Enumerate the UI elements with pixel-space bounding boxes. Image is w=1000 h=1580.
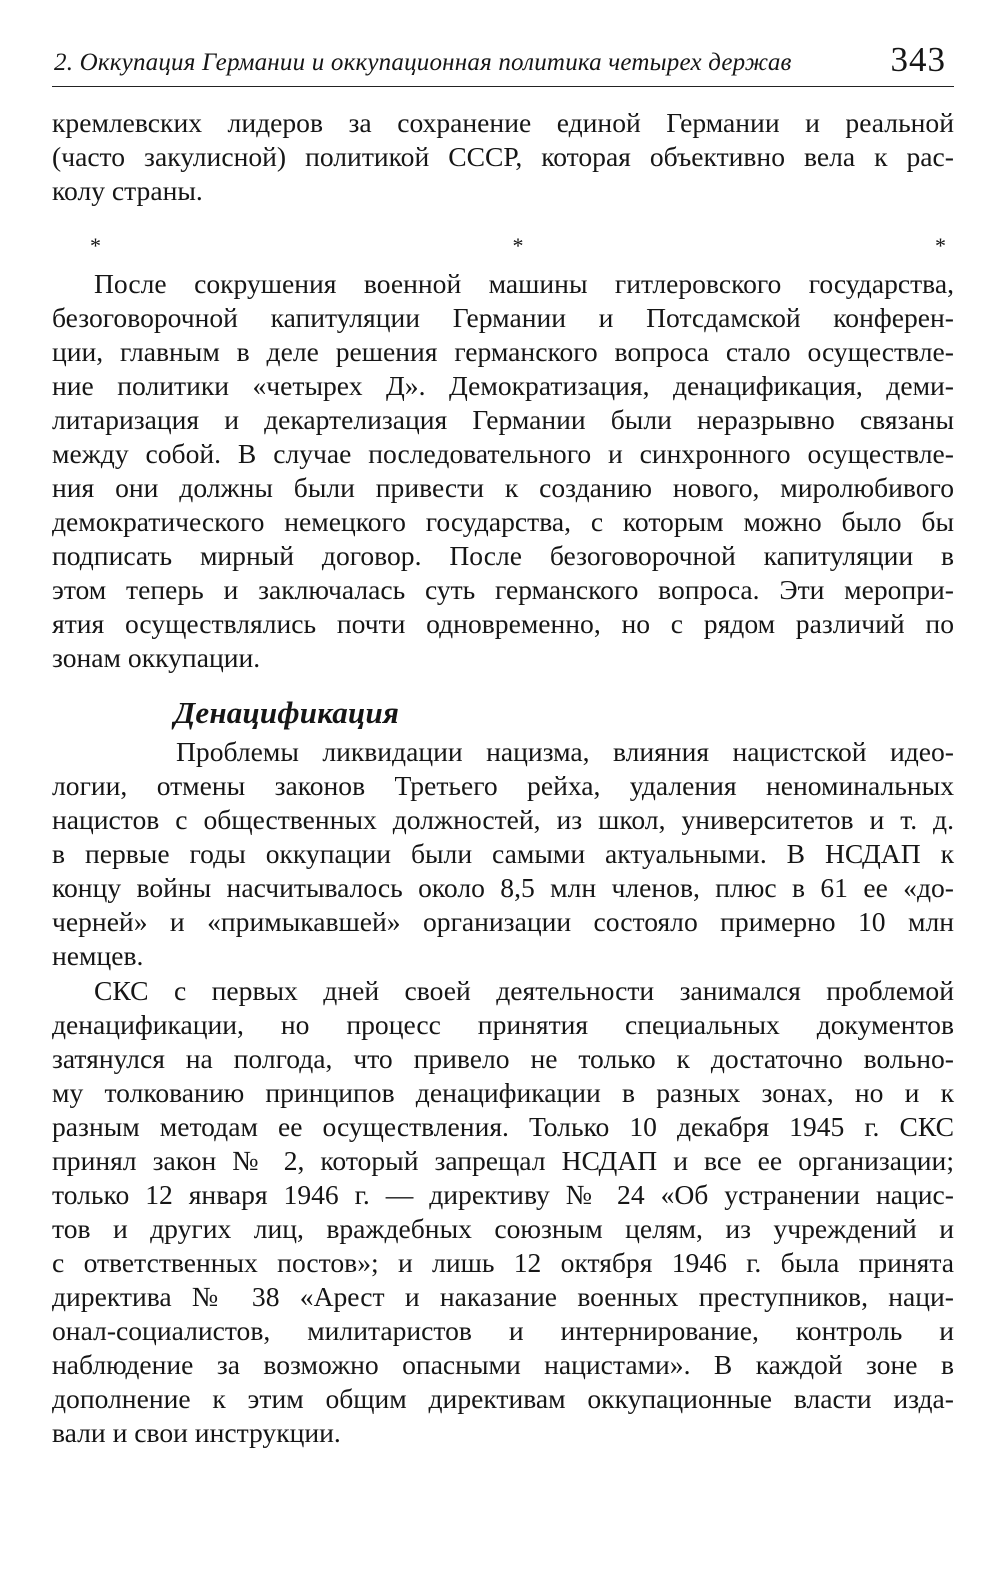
text-line: немцев. (52, 940, 144, 971)
text-line: демократического немецкого государства, с которым можно было бы (52, 506, 954, 537)
text-line: с ответственных постов»; и лишь 12 октября 1946 г. была принята (52, 1247, 954, 1278)
text-line: Проблемы ликвидации нацизма, влияния нацистской идео- (176, 736, 954, 767)
text-line: принял закон № 2, который запрещал НСДАП и все ее организации; (52, 1145, 954, 1176)
text-line: между собой. В случае последовательного и синхронного осуществле- (52, 438, 954, 469)
text-line: нацистов с общественных должностей, из школ, университетов и т. д. (52, 804, 954, 835)
text-line: дополнение к этим общим директивам оккупационные власти изда- (52, 1383, 954, 1414)
text-line: вали и свои инструкции. (52, 1417, 341, 1448)
text-line: онал-социалистов, милитаристов и интернирование, контроль и (52, 1315, 954, 1346)
text-line: разным методам ее осуществления. Только 10 декабря 1945 г. СКС (52, 1111, 954, 1142)
text-line: му толкованию принципов денацификации в разных зонах, но и к (52, 1077, 954, 1108)
text-line: ятия осуществлялись почти одновременно, но с рядом различий по (52, 608, 954, 639)
text-line: логии, отмены законов Третьего рейха, удаления неноминальных (52, 770, 954, 801)
text-line: подписать мирный договор. После безоговорочной капитуляции в (52, 540, 954, 571)
text-line: литаризация и декартелизация Германии были неразрывно связаны (52, 404, 954, 435)
text-line: СКС с первых дней своей деятельности занимался проблемой (94, 975, 954, 1006)
page-number: 343 (890, 40, 946, 79)
text-line: ния они должны были привести к созданию нового, миролюбивого (52, 472, 954, 503)
text-line: этом теперь и заключалась суть германского вопроса. Эти меропри- (52, 574, 954, 605)
text-line: только 12 января 1946 г. — директиву № 24 «Об устранении нацис- (52, 1179, 954, 1210)
text-line: в первые годы оккупации были самыми актуальными. В НСДАП к (52, 838, 954, 869)
text-line: После сокрушения военной машины гитлеровского государства, (94, 268, 954, 299)
paragraph-four-d (52, 267, 954, 675)
paragraph-sks-directives (52, 974, 954, 1450)
book-page (52, 34, 954, 1450)
text-line: черней» и «примыкавшей» организации состояло примерно 10 млн (52, 906, 954, 937)
page-body (52, 106, 954, 1450)
text-line: колу страны. (52, 175, 203, 206)
running-title: 2. Оккупация Германии и оккупационная политика четырех держав (54, 49, 792, 76)
section-separator: * * * (90, 233, 954, 258)
text-line: наблюдение за возможно опасными нацистами». В каждой зоне в (52, 1349, 954, 1380)
text-line: концу войны насчитывалось около 8,5 млн членов, плюс в 61 ее «до- (52, 872, 954, 903)
text-line: затянулся на полгода, что привело не только к достаточно вольно- (52, 1043, 954, 1074)
text-line: ние политики «четырех Д». Демократизация, денацификация, деми- (52, 370, 954, 401)
paragraph-nsdap (52, 735, 954, 973)
text-line: зонам оккупации. (52, 642, 261, 673)
text-line: безоговорочной капитуляции Германии и Потсдамской конферен- (52, 302, 954, 333)
text-line: тов и других лиц, враждебных союзным целям, из учреждений и (52, 1213, 954, 1244)
text-line: ции, главным в деле решения германского вопроса стало осуществле- (52, 336, 954, 367)
text-line: кремлевских лидеров за сохранение единой Германии и реальной (52, 107, 954, 138)
running-header (52, 34, 954, 87)
paragraph-continued (52, 106, 954, 208)
text-line: денацификации, но процесс принятия специальных документов (52, 1009, 954, 1040)
text-line: директива № 38 «Арест и наказание военных преступников, наци- (52, 1281, 954, 1312)
section-heading: Денацификация (174, 695, 400, 730)
text-line: (часто закулисной) политикой СССР, которая объективно вела к рас- (52, 141, 954, 172)
